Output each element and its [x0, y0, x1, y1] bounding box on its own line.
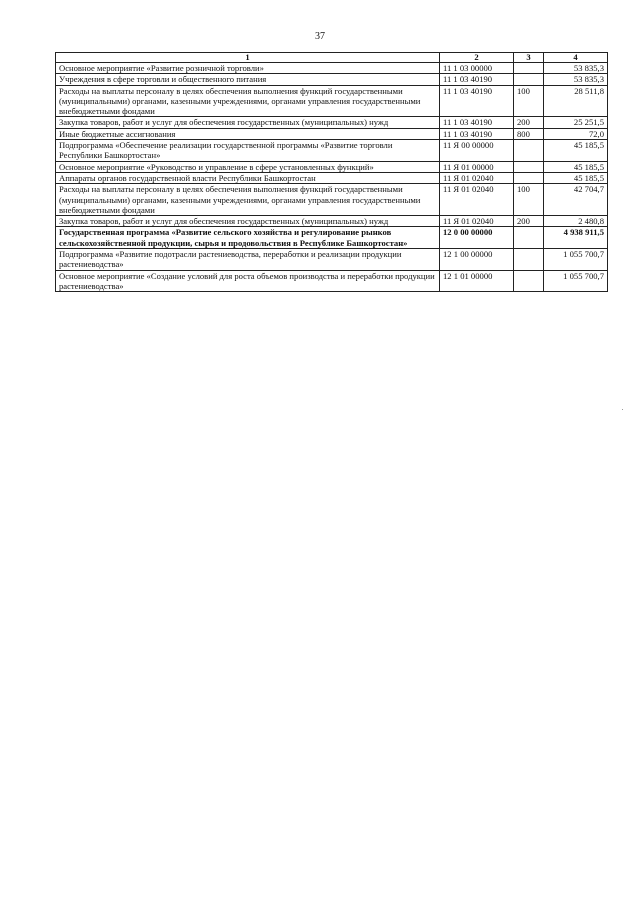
row-code-cell: 11 1 03 40190: [440, 74, 514, 85]
row-name-cell: Иные бюджетные ассигнования: [56, 128, 440, 139]
row-amount-cell: 42 704,7: [544, 184, 608, 216]
table-header-row: [56, 53, 608, 63]
row-code-cell: 12 1 01 00000: [440, 270, 514, 292]
row-type-cell: [514, 140, 544, 162]
row-amount-cell: 53 835,3: [544, 74, 608, 85]
row-name-cell: Расходы на выплаты персоналу в целях обеспечения выполнения функций государственными (муниципальными) органами, казенными учреждениями, органами управления государственными внебюджетными фондами: [56, 85, 440, 117]
page-number: 37: [315, 31, 325, 42]
row-amount-cell: 1 055 700,7: [544, 249, 608, 271]
table-row: [56, 216, 608, 227]
row-name-cell: Закупка товаров, работ и услуг для обеспечения государственных (муниципальных) нужд: [56, 117, 440, 128]
row-code-cell: 11 1 03 40190: [440, 85, 514, 117]
row-type-cell: 100: [514, 85, 544, 117]
row-code-cell: 11 Я 01 02040: [440, 172, 514, 183]
row-amount-cell: 1 055 700,7: [544, 270, 608, 292]
row-type-cell: [514, 63, 544, 74]
row-amount-cell: 45 185,5: [544, 161, 608, 172]
header-col-2: 2: [440, 53, 514, 63]
row-name-cell: Расходы на выплаты персоналу в целях обеспечения выполнения функций государственными (муниципальными) органами, казенными учреждениями, органами управления государственными внебюджетными фондами: [56, 184, 440, 216]
row-name-cell: Закупка товаров, работ и услуг для обеспечения государственных (муниципальных) нужд: [56, 216, 440, 227]
table-row: [56, 227, 608, 249]
row-type-cell: [514, 74, 544, 85]
row-amount-cell: 2 480,8: [544, 216, 608, 227]
table-row: [56, 117, 608, 128]
row-amount-cell: 28 511,8: [544, 85, 608, 117]
table-row: [56, 74, 608, 85]
row-code-cell: 11 Я 01 02040: [440, 216, 514, 227]
row-name-cell: Государственная программа «Развитие сельского хозяйства и регулирование рынков сельскохозяйственной продукции, сырья и продовольствия в Республике Башкортостан»: [56, 227, 440, 249]
row-name-cell: Подпрограмма «Развитие подотрасли растениеводства, переработки и реализации продукции растениеводства»: [56, 249, 440, 271]
row-type-cell: [514, 161, 544, 172]
row-amount-cell: 45 185,5: [544, 172, 608, 183]
table-row: [56, 63, 608, 74]
table-row: [56, 249, 608, 271]
table-row: [56, 270, 608, 292]
row-type-cell: 800: [514, 128, 544, 139]
row-type-cell: [514, 227, 544, 249]
scan-speck: [622, 409, 623, 410]
row-code-cell: 11 1 03 00000: [440, 63, 514, 74]
row-amount-cell: 25 251,5: [544, 117, 608, 128]
table-row: [56, 172, 608, 183]
row-type-cell: 200: [514, 216, 544, 227]
row-name-cell: Учреждения в сфере торговли и общественного питания: [56, 74, 440, 85]
row-amount-cell: 45 185,5: [544, 140, 608, 162]
table-row: [56, 85, 608, 117]
header-col-1: 1: [56, 53, 440, 63]
row-amount-cell: 72,0: [544, 128, 608, 139]
table-row: [56, 161, 608, 172]
row-code-cell: 12 1 00 00000: [440, 249, 514, 271]
header-col-4: 4: [544, 53, 608, 63]
row-code-cell: 11 Я 00 00000: [440, 140, 514, 162]
row-code-cell: 11 Я 01 02040: [440, 184, 514, 216]
row-type-cell: [514, 249, 544, 271]
row-type-cell: 200: [514, 117, 544, 128]
row-name-cell: Основное мероприятие «Создание условий для роста объемов производства и переработки продукции растениеводства»: [56, 270, 440, 292]
row-type-cell: [514, 172, 544, 183]
row-code-cell: 12 0 00 00000: [440, 227, 514, 249]
budget-table: [55, 52, 608, 292]
row-name-cell: Подпрограмма «Обеспечение реализации государственной программы «Развитие торговли Республики Башкортостан»: [56, 140, 440, 162]
row-code-cell: 11 1 03 40190: [440, 117, 514, 128]
table-row: [56, 140, 608, 162]
row-amount-cell: 53 835,3: [544, 63, 608, 74]
table-row: [56, 128, 608, 139]
row-name-cell: Основное мероприятие «Развитие розничной торговли»: [56, 63, 440, 74]
row-name-cell: Основное мероприятие «Руководство и управление в сфере установленных функций»: [56, 161, 440, 172]
row-code-cell: 11 1 03 40190: [440, 128, 514, 139]
row-type-cell: 100: [514, 184, 544, 216]
row-amount-cell: 4 938 911,5: [544, 227, 608, 249]
row-code-cell: 11 Я 01 00000: [440, 161, 514, 172]
row-name-cell: Аппараты органов государственной власти Республики Башкортостан: [56, 172, 440, 183]
header-col-3: 3: [514, 53, 544, 63]
row-type-cell: [514, 270, 544, 292]
table-row: [56, 184, 608, 216]
